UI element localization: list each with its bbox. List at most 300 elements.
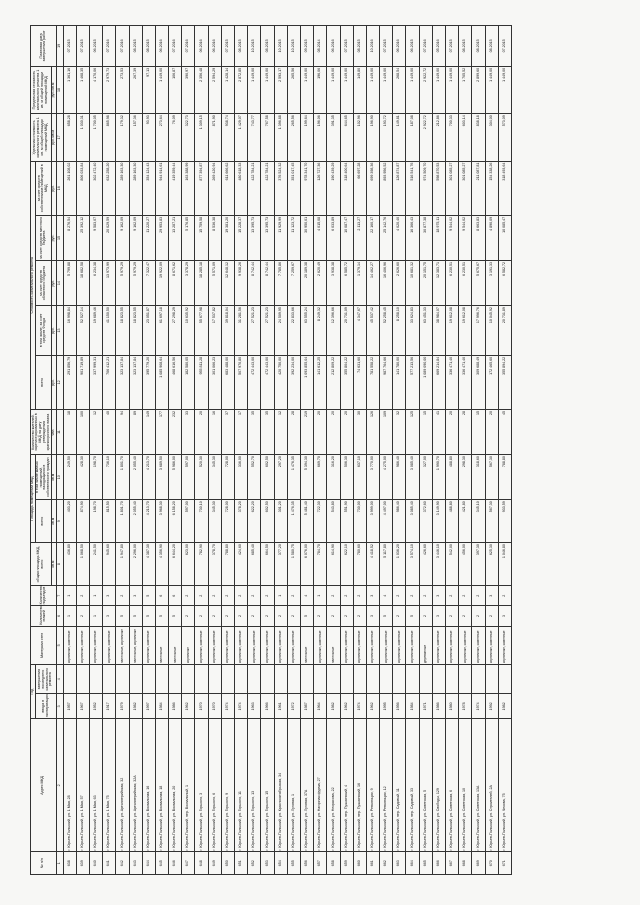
row-year-built: 1995 [380,694,393,719]
row-unit-cost: 193,72 [380,114,393,161]
row-cost-local: 11 929,99 [274,215,287,260]
row-premises-resid: 428,30 [76,455,89,500]
row-entrances: 6 [155,586,168,606]
row-year-repair [76,665,89,694]
row-unit-cost: 938,74 [221,114,234,161]
hdr-total-area: общая площадь МКД, всего [31,543,52,586]
row-cost-fund: 19 689,46 [89,306,102,356]
row-cost-regional: 9 938,26 [235,261,248,306]
row-wall-material: панельные [300,626,313,664]
row-floors: 2 [208,606,221,626]
row-year-repair [169,665,182,694]
row-residents: 17 [235,409,248,454]
header-row-1 [31,26,36,875]
row-cost-fund: 17 537,82 [208,306,221,356]
row-limit-cost: 2 356,48 [195,66,208,113]
row-cost-owners: 126 874,87 [393,161,406,215]
row-premises-total: 543,80 [327,500,340,543]
row-wall-material: кирпичные, каменные [472,626,485,664]
row-cost-local: 16 366,43 [406,215,419,260]
row-cost-local: 25 142,76 [380,215,393,260]
row-cost-regional: 12 383,71 [432,261,445,306]
row-limit-cost: 2 594,29 [208,66,221,113]
row-premises-total: 3 149,90 [432,500,445,543]
hdr-cost-group: Стоимость капитального ремонта [31,161,36,409]
row-wall-material: кирпичные, каменные [261,626,274,664]
row-premises-total: 551,90 [340,500,353,543]
row-limit-cost: 2 593,17 [274,66,287,113]
row-unit-cost: 1 309,15 [195,114,208,161]
row-residents: 32 [393,409,406,454]
column-number: 9 [56,500,63,543]
row-entrances: 2 [195,586,208,606]
row-entrances: 1 [63,586,76,606]
row-floors: 2 [472,606,485,626]
row-premises-resid: 4 275,00 [380,455,393,500]
table-row [353,26,366,875]
row-entrances: 2 [221,586,234,606]
row-total-area: 623,00 [182,543,195,586]
row-premises-resid: 788,80 [498,455,511,500]
row-premises-resid: 552,70 [248,455,261,500]
row-wall-material: кирпичные, каменные [103,626,116,664]
row-number: 664 [406,852,419,875]
table-row [366,26,379,875]
row-cost-fund: 63 555,24 [300,306,313,356]
row-wall-material: кирпичные, каменные [406,626,419,664]
row-cost-local: 8 276,54 [63,215,76,260]
row-premises-resid: 198,70 [89,455,102,500]
row-residents: 20 [340,409,353,454]
row-cost-owners: 877 394,87 [195,161,208,215]
row-floors: 2 [393,606,406,626]
row-entrances: 4 [380,586,393,606]
row-residents: 35 [261,409,274,454]
row-year-built: 1984 [406,694,419,719]
row-year-built: 1982 [327,694,340,719]
row-premises-resid: 736,10 [103,455,116,500]
row-premises-resid: 986,40 [393,455,406,500]
table-row [169,26,182,875]
row-residents: 126 [366,409,379,454]
row-residents: 20 [195,409,208,454]
hdr-premises-total: всего [35,500,51,543]
row-floors: 2 [485,606,498,626]
row-limit-cost: 2 922,72 [419,66,432,113]
row-premises-total: 6 158,20 [169,500,182,543]
row-cost-total: 669 214,84 [432,355,445,409]
row-year-built: 1974 [235,694,248,719]
row-total-area: 426,60 [419,543,432,586]
row-cost-total: 577 213,56 [406,355,419,409]
row-limit-cost: 273,53 [116,66,129,113]
row-residents: 15 [419,409,432,454]
row-year-repair [314,665,327,694]
row-residents: 16 [208,409,221,454]
row-cost-local: 9 162,09 [129,215,142,260]
row-cost-owners: 516 541,76 [406,161,419,215]
row-premises-total: 933,59 [498,500,511,543]
row-deadline: 06.2016 [393,26,406,67]
row-entrances: 4 [300,586,313,606]
row-residents: 37 [221,409,234,454]
row-cost-total: 1 089 090,00 [419,355,432,409]
row-floors: 2 [327,606,340,626]
row-cost-total: 468 616,56 [169,355,182,409]
row-year-built: 1986 [169,694,182,719]
row-number: 644 [142,852,155,875]
row-cost-local: 9 544,02 [446,215,459,260]
row-limit-cost: 106,87 [169,66,182,113]
row-cost-local: 4 890,09 [485,215,498,260]
row-number: 656 [300,852,313,875]
row-premises-total: 1 476,35 [287,500,300,543]
row-cost-fund: 10 045,92 [485,306,498,356]
row-number: 668 [459,852,472,875]
row-deadline: 06.2016 [155,26,168,67]
row-wall-material: кирпичные, каменные [393,626,406,664]
hdr-entrances: Количество подъездов [31,586,57,606]
table-row [261,26,274,875]
row-deadline: 07.2015 [380,26,393,67]
column-number: 10 [56,455,63,500]
row-cost-owners: 211 087,81 [472,161,485,215]
table-row [419,26,432,875]
row-unit-cost: 265,56 [287,114,300,161]
row-deadline: 07.2015 [340,26,353,67]
row-deadline: 07.2015 [76,26,89,67]
row-cost-fund: 4 347,67 [353,306,366,356]
row-wall-material: панельные [327,626,340,664]
row-residents: 20 [327,409,340,454]
row-cost-fund: 39 818,04 [221,306,234,356]
column-number: 15 [56,215,63,260]
row-cost-local: 22 160,17 [366,215,379,260]
row-unit-cost: 644,65 [340,114,353,161]
row-cost-owners: 318 493,64 [498,161,511,215]
row-limit-cost: 2 979,73 [103,66,116,113]
row-cost-total: 392 234,00 [287,355,300,409]
row-floors: 2 [353,606,366,626]
row-unit-cost: 196,06 [314,114,327,161]
row-cost-fund: 27 298,29 [169,306,182,356]
row-cost-total: 1 085 908,64 [155,355,168,409]
row-premises-total: 815,50 [103,500,116,543]
row-premises-resid: 1 990,70 [432,455,445,500]
row-premises-total: 2 055,40 [129,500,142,543]
row-wall-material: кирпичные, каменные [235,626,248,664]
row-cost-owners: 66 697,28 [353,161,366,215]
row-residents: 219 [300,409,313,454]
row-cost-owners: 480 618,33 [235,161,248,215]
row-premises-resid: 318,60 [472,455,485,500]
row-total-area: 1 036,20 [393,543,406,586]
row-premises-total: 345,30 [208,500,221,543]
column-number: 8 [56,543,63,586]
row-limit-cost: 1 468,35 [76,66,89,113]
row-wall-material: кирпичные, каменные [498,626,511,664]
table-row [89,26,102,875]
row-cost-regional: 5 571,09 [208,261,221,306]
row-entrances: 2 [287,586,300,606]
row-wall-material: кирпичные, каменные [208,626,221,664]
row-wall-material: кирпичные, каменные [63,626,76,664]
row-cost-local: 6 033,89 [327,215,340,260]
table-row [195,26,208,875]
row-cost-fund: 31 281,56 [235,306,248,356]
row-cost-regional: 7 785,86 [274,261,287,306]
row-residents: 30 [353,409,366,454]
table-row [103,26,116,875]
row-year-repair [142,665,155,694]
row-cost-fund: 27 521,23 [261,306,274,356]
row-year-repair [63,665,76,694]
row-year-built: 1963 [248,694,261,719]
row-cost-total: 74 631,60 [353,355,366,409]
row-unit-cost: 658,28 [63,114,76,161]
row-year-repair [89,665,102,694]
row-number: 670 [485,852,498,875]
row-cost-owners: 301 085,27 [459,161,472,215]
row-limit-cost: 267,39 [129,66,142,113]
row-limit-cost: 265,56 [287,66,300,113]
row-number: 663 [393,852,406,875]
row-floors: 2 [274,606,287,626]
row-year-built: 1962 [366,694,379,719]
row-residents: 20 [314,409,327,454]
row-deadline: 10.2015 [287,26,300,67]
row-entrances: 2 [76,586,89,606]
row-cost-total: 336 471,40 [459,355,472,409]
row-premises-total: 488,80 [446,500,459,543]
unit-cost-own: руб. [51,161,56,215]
row-number: 643 [129,852,142,875]
table-row [221,26,234,875]
row-total-area: 784,70 [314,543,327,586]
row-year-built: 1962 [182,694,195,719]
row-cost-local: 10 087,47 [340,215,353,260]
row-cost-local: 10 085,47 [498,215,511,260]
row-residents: 12 [89,409,102,454]
row-premises-total: 198,70 [89,500,102,543]
row-number: 662 [380,852,393,875]
unit-prem-total: кв.м [51,500,56,543]
row-premises-total: 567,30 [485,500,498,543]
row-total-area: 664,50 [261,543,274,586]
row-entrances: 6 [169,586,182,606]
row-wall-material: кирпичные, каменные [353,626,366,664]
row-total-area: 424,60 [235,543,248,586]
row-premises-total: 602,50 [261,500,274,543]
row-deadline: 06.2015 [89,26,102,67]
row-premises-resid: 336,00 [235,455,248,500]
row-premises-total: 301,20 [274,500,287,543]
unit-cost-fund: руб. [51,306,56,356]
row-number: 671 [498,852,511,875]
table-row [182,26,195,875]
row-entrances: 2 [235,586,248,606]
row-year-repair [459,665,472,694]
row-deadline: 09.2015 [300,26,313,67]
hdr-cost-regional: за счет средств областного бюджета [35,261,51,306]
table-row [155,26,168,875]
row-floors: 2 [446,606,459,626]
row-address: г. Юрьев-Польский, пер. Пушкинский, 16 [353,719,366,852]
row-wall-material: кирпичные, каменные [432,626,445,664]
row-cost-owners: 978 341,70 [300,161,313,215]
row-total-area: 4 418,52 [366,543,379,586]
column-number: 14 [56,261,63,306]
row-premises-resid: 728,00 [221,455,234,500]
row-deadline: 07.2015 [498,26,511,67]
row-number: 667 [446,852,459,875]
row-premises-resid: 1 476,35 [287,455,300,500]
row-number: 654 [274,852,287,875]
row-cost-total: 355 894,22 [498,355,511,409]
row-premises-resid: 567,30 [485,455,498,500]
row-premises-resid: 506,30 [340,455,353,500]
row-cost-owners: 974 509,70 [419,161,432,215]
row-entrances: 2 [406,586,419,606]
row-total-area: 782,90 [195,543,208,586]
row-premises-resid: 249,50 [63,455,76,500]
row-cost-total: 706 412,21 [103,355,116,409]
row-wall-material: кирпичные, каменные [76,626,89,664]
row-unit-cost: 603,14 [459,114,472,161]
row-floors: 1 [89,606,102,626]
unit-limit-cost: руб./кв.м [51,66,56,113]
row-total-area: 685,40 [248,543,261,586]
table-row [498,26,511,875]
row-cost-regional: 6 585,72 [340,261,353,306]
row-year-repair [393,665,406,694]
row-year-built: 1982 [129,694,142,719]
row-cost-owners: 301 085,27 [446,161,459,215]
table-row [393,26,406,875]
table-row [248,26,261,875]
row-cost-regional: 6 582,72 [498,261,511,306]
row-total-area: 456,00 [459,543,472,586]
row-address: г. Юрьев-Польский, ул. 1 Мая, 28 [63,719,76,852]
row-cost-local: 20 029,59 [103,215,116,260]
row-deadline: 07.2015 [221,26,234,67]
row-cost-regional: 6 230,51 [446,261,459,306]
table-row [287,26,300,875]
column-number: 7 [56,586,63,606]
row-address: г. Юрьев-Польский, ул. Советская, 5 [419,719,432,852]
row-cost-owners: 302 472,40 [89,161,102,215]
row-year-built: 1997 [142,694,155,719]
hdr-fund-label: за счет средств Фонда [38,313,47,343]
row-wall-material: кирпичные [182,626,195,664]
row-deadline: 10.2015 [248,26,261,67]
row-cost-fund: 8 249,32 [314,306,327,356]
row-total-area: 788,80 [221,543,234,586]
table-row [446,26,459,875]
table-row [485,26,498,875]
row-premises-total: 3 968,30 [155,500,168,543]
row-premises-total: 372,60 [419,500,432,543]
row-year-repair [366,665,379,694]
table-row [76,26,89,875]
row-year-built: 1992 [485,694,498,719]
row-year-repair [274,665,287,694]
row-cost-total: 1 093 855,04 [300,355,313,409]
row-year-built: 1962 [340,694,353,719]
table-row [129,26,142,875]
row-cost-total: 141 780,00 [393,355,406,409]
row-residents: 18 [63,409,76,454]
row-floors: 2 [221,606,234,626]
row-floors: 2 [182,606,195,626]
row-entrances: 2 [208,586,221,606]
column-number: 11 [56,409,63,454]
row-deadline: 07.2015 [63,26,76,67]
row-year-repair [327,665,340,694]
row-deadline: 06.2016 [208,26,221,67]
row-cost-owners: 190 439,29 [327,161,340,215]
row-unit-cost: 767,58 [261,114,274,161]
row-total-area: 1 947,80 [116,543,129,586]
row-number: 661 [366,852,379,875]
row-cost-owners: 261 108,02 [63,161,76,215]
row-cost-fund: 17 996,76 [472,306,485,356]
row-cost-owners: 351 017,45 [287,161,300,215]
row-wall-material: кирпичные, каменные [314,626,327,664]
row-year-built: 1984 [155,694,168,719]
row-cost-total: 172 465,60 [485,355,498,409]
table-row [116,26,129,875]
row-wall-material: панельные, кирпичные [116,626,129,664]
row-cost-local: 9 544,02 [459,215,472,260]
row-cost-total: 395 779,20 [142,355,155,409]
row-number: 638 [63,852,76,875]
row-entrances: 2 [353,586,366,606]
row-year-built: 1986 [432,694,445,719]
row-floors: 2 [76,606,89,626]
row-number: 650 [221,852,234,875]
row-total-area: 436,80 [63,543,76,586]
row-floors: 2 [195,606,208,626]
row-year-repair [103,665,116,694]
row-total-area: 4 356,90 [155,543,168,586]
row-unit-cost: 1 700,05 [89,114,102,161]
row-premises-total: 730,00 [353,500,366,543]
row-unit-cost: 700,33 [446,114,459,161]
row-limit-cost: 1 449,00 [485,66,498,113]
row-year-repair [485,665,498,694]
row-unit-cost: 102,96 [353,114,366,161]
row-limit-cost: 196,06 [314,66,327,113]
unit-cost-loc: руб. [51,215,56,260]
hdr-year-built: ввода в эксплуатацию [35,694,56,719]
row-cost-fund: 19 612,08 [446,306,459,356]
row-cost-regional: 19 922,09 [155,261,168,306]
row-residents: 149 [142,409,155,454]
row-cost-local: 13 395,73 [261,215,274,260]
row-address: г. Юрьев-Польский, ул. 1 Мая, 63 [89,719,102,852]
row-total-area: 377,20 [274,543,287,586]
row-number: 657 [314,852,327,875]
row-residents: 20 [446,409,459,454]
row-floors: 2 [314,606,327,626]
row-number: 640 [89,852,102,875]
row-year-built: 1978 [459,694,472,719]
row-residents: 28 [287,409,300,454]
unit-prem-resid: кв.м [51,455,56,500]
row-cost-fund: 61 697,18 [155,306,168,356]
row-entrances: 2 [393,586,406,606]
